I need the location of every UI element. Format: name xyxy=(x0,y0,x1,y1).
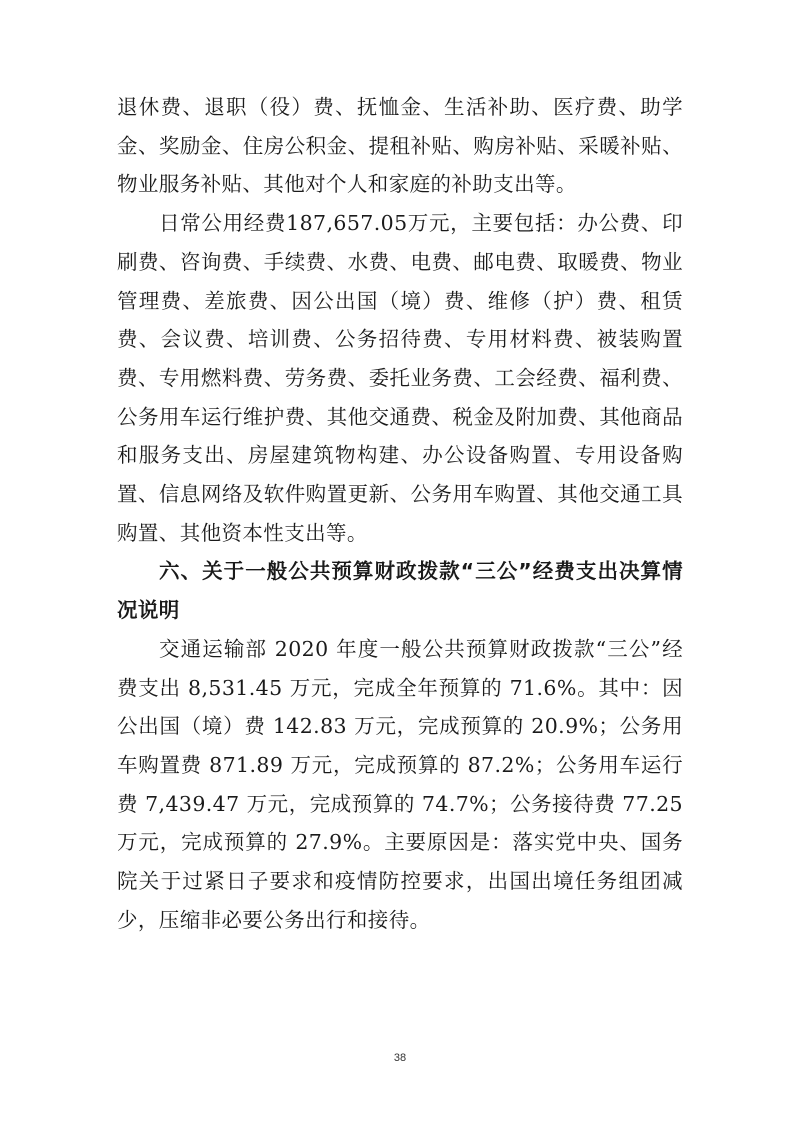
paragraph-subsidy-list: 退休费、退职（役）费、抚恤金、生活补助、医疗费、助学金、奖励金、住房公积金、提租补贴、购房补贴、采暖补贴、物业服务补贴、其他对个人和家庭的补助支出等。 xyxy=(117,95,683,197)
section-heading: 六、关于一般公共预算财政拨款“三公”经费支出决算情况说明 xyxy=(117,559,683,623)
document-body xyxy=(117,88,683,939)
paragraph-three-public-expenses: 交通运输部 2020 年度一般公共预算财政拨款“三公”经费支出 8,531.45 万元，完成全年预算的 71.6%。其中：因公出国（境）费 142.83 万元，完成预算的 20.9%；公务用车购置费 871.89 万元，完成预算的 87.2%；公务用车运行费 7,439.47 万元，完成预算的 74.7%；公务接待费 77.25 万元，完成预算的 27.9%。主要原因是：落实党中央、国务院关于过紧日子要求和疫情防控要求，出国出境任务组团减少，压缩非必要公务出行和接待。 xyxy=(117,636,683,932)
paragraph-public-expenses: 日常公用经费187,657.05万元，主要包括：办公费、印刷费、咨询费、手续费、水费、电费、邮电费、取暖费、物业管理费、差旅费、因公出国（境）费、维修（护）费、租赁费、会议费、培训费、公务招待费、专用材料费、被装购置费、专用燃料费、劳务费、委托业务费、工会经费、福利费、公务用车运行维护费、其他交通费、税金及附加费、其他商品和服务支出、房屋建筑物构建、办公设备购置、专用设备购置、信息网络及软件购置更新、公务用车购置、其他交通工具购置、其他资本性支出等。 xyxy=(117,211,683,545)
page-number: 38 xyxy=(393,1052,407,1064)
